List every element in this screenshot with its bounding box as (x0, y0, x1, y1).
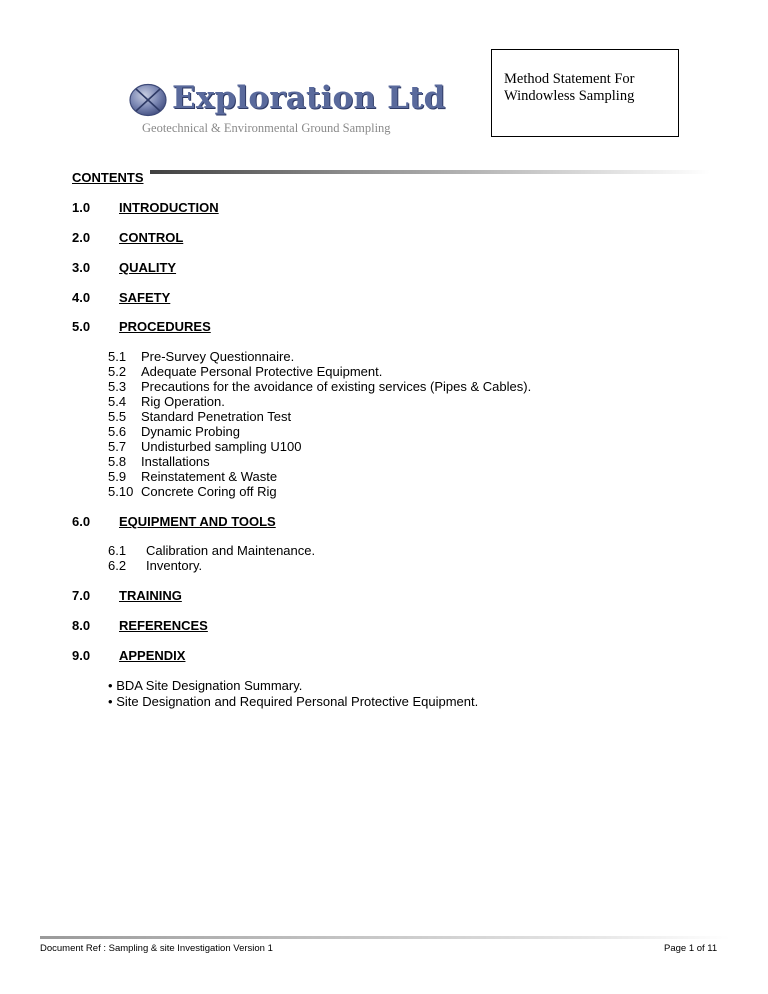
subsection-number: 5.5 (108, 409, 127, 424)
header-divider (150, 170, 710, 174)
company-logo (128, 80, 446, 140)
subsection-text: Dynamic Probing (141, 424, 240, 439)
subsection-text: Inventory. (146, 558, 203, 573)
section-title-introduction[interactable]: INTRODUCTION (119, 200, 219, 215)
subsection-text: Reinstatement & Waste (141, 469, 278, 484)
section-number: 5.0 (72, 319, 91, 334)
subsection-number: 6.1 (108, 543, 127, 558)
section-title-equipment-and-tools[interactable]: EQUIPMENT AND TOOLS (119, 514, 276, 529)
logo-name: Exploration Ltd (172, 80, 446, 116)
subsection-text: Adequate Personal Protective Equipment. (141, 364, 383, 379)
method-statement-box (491, 49, 679, 137)
section-title-appendix[interactable]: APPENDIX (119, 648, 186, 663)
subsection-number: 5.9 (108, 469, 127, 484)
subsection-number: 5.4 (108, 394, 127, 409)
logo-tagline: Geotechnical & Environmental Ground Sampling (142, 121, 391, 135)
section-number: 8.0 (72, 618, 91, 633)
appendix-item-text: Site Designation and Required Personal Protective Equipment. (116, 694, 479, 709)
section-title-references[interactable]: REFERENCES (119, 618, 208, 633)
footer-divider (40, 936, 730, 939)
subsection-text: Concrete Coring off Rig (141, 484, 277, 499)
list-item (108, 394, 608, 409)
list-item (108, 678, 302, 693)
section-title-quality[interactable]: QUALITY (119, 260, 177, 275)
bullet-dot-icon: • (108, 694, 113, 709)
subsection-number: 5.1 (108, 349, 127, 364)
list-item (108, 558, 508, 573)
page-number: Page 1 of 11 (664, 943, 718, 954)
section-title-training[interactable]: TRAINING (119, 588, 182, 603)
globe-cross-icon (128, 83, 168, 117)
list-item (108, 469, 608, 484)
subsection-number: 5.10 (108, 484, 134, 499)
subsection-text: Undisturbed sampling U100 (141, 439, 302, 454)
list-item (108, 543, 508, 558)
list-item (108, 409, 608, 424)
list-item (108, 379, 608, 394)
bullet-dot-icon: • (108, 678, 113, 693)
list-item (108, 694, 478, 709)
list-item (108, 364, 608, 379)
section-number: 1.0 (72, 200, 91, 215)
subsection-text: Rig Operation. (141, 394, 225, 409)
method-title-line-2: Windowless Sampling (504, 88, 635, 104)
section-title-procedures[interactable]: PROCEDURES (119, 319, 211, 334)
subsection-number: 6.2 (108, 558, 127, 573)
list-item (108, 454, 608, 469)
section-number: 2.0 (72, 230, 91, 245)
subsection-number: 5.8 (108, 454, 127, 469)
list-item (108, 484, 608, 499)
subsection-text: Calibration and Maintenance. (146, 543, 316, 558)
subsection-text: Pre-Survey Questionnaire. (141, 349, 295, 364)
section-title-control[interactable]: CONTROL (119, 230, 184, 245)
list-item (108, 349, 608, 364)
appendix-list (108, 678, 608, 712)
section-number: 4.0 (72, 290, 91, 305)
section-title-safety[interactable]: SAFETY (119, 290, 171, 305)
appendix-item-text: BDA Site Designation Summary. (116, 678, 303, 693)
subsection-number: 5.6 (108, 424, 127, 439)
subsection-text: Installations (141, 454, 210, 469)
section-number: 7.0 (72, 588, 91, 603)
contents-heading: CONTENTS (72, 170, 144, 185)
section-number: 3.0 (72, 260, 91, 275)
section-number: 6.0 (72, 514, 91, 529)
subsection-number: 5.2 (108, 364, 127, 379)
subsection-text: Precautions for the avoidance of existing services (Pipes & Cables). (141, 379, 532, 394)
subsection-number: 5.7 (108, 439, 127, 454)
list-item (108, 424, 608, 439)
document-reference: Document Ref : Sampling & site Investigation Version 1 (40, 943, 273, 954)
subsection-number: 5.3 (108, 379, 127, 394)
method-title-line-1: Method Statement For (504, 71, 635, 87)
list-item (108, 439, 608, 454)
section-number: 9.0 (72, 648, 91, 663)
subsection-text: Standard Penetration Test (141, 409, 292, 424)
